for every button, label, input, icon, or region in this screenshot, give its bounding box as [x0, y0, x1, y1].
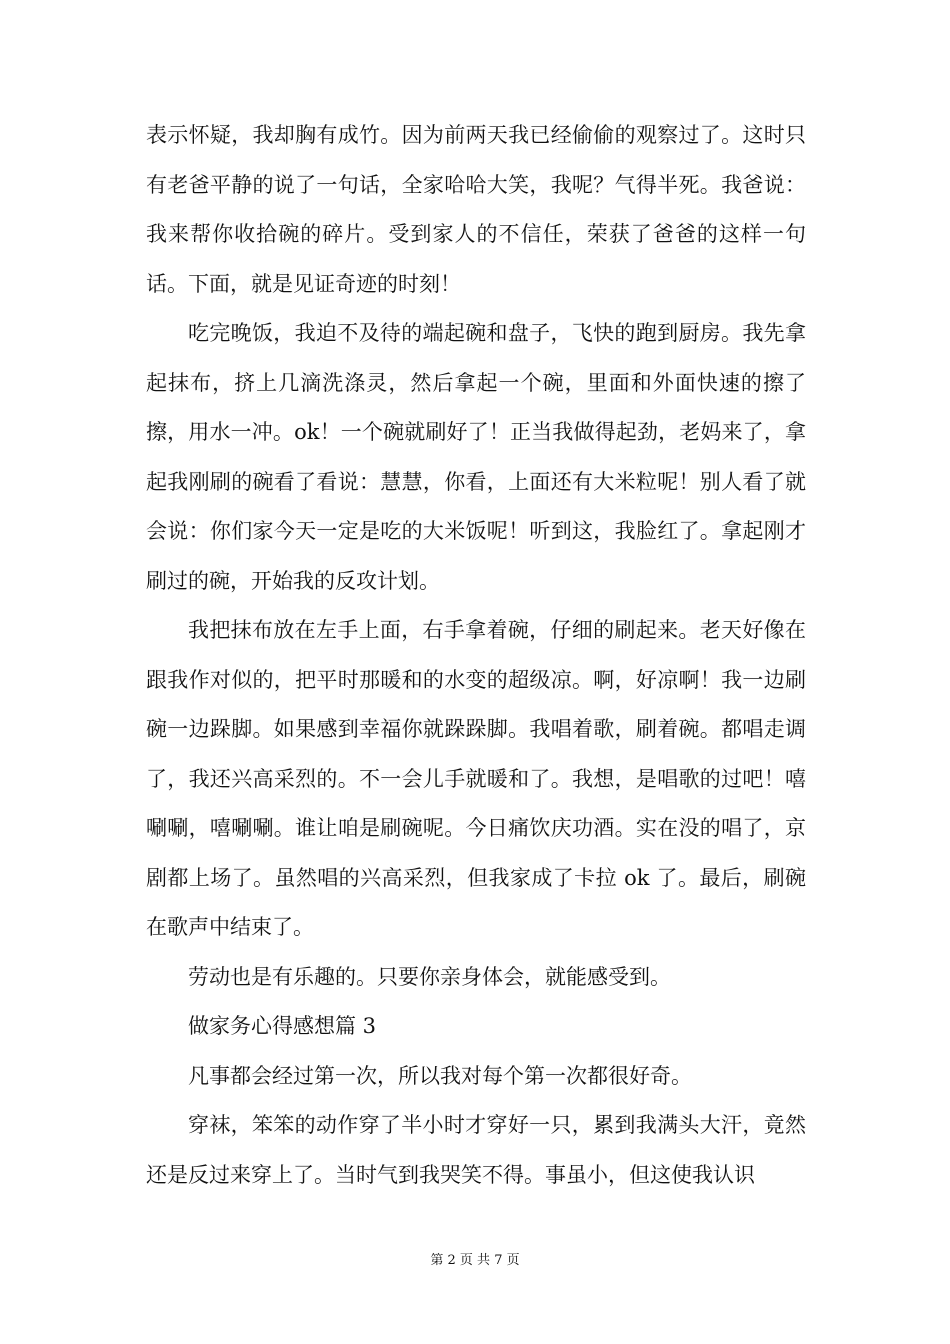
- document-body: [146, 111, 806, 1200]
- paragraph-conclusion: 劳动也是有乐趣的。只要你亲身体会，就能感受到。: [188, 964, 671, 989]
- paragraph-first-time: 凡事都会经过第一次，所以我对每个第一次都很好奇。: [188, 1063, 692, 1088]
- paragraph-socks: 穿袜，笨笨的动作穿了半小时才穿好一只，累到我满头大汗，竟然还是反过来穿上了。当时气到我哭笑不得。事虽小，但这使我认识: [146, 1113, 806, 1187]
- section-heading: 做家务心得感想篇 3: [188, 1014, 377, 1038]
- paragraph-washing-song: 我把抹布放在左手上面，右手拿着碗，仔细的刷起来。老天好像在跟我作对似的，把平时那暖和的水变的超级凉。啊，好凉啊！我一边刷碗一边跺脚。如果感到幸福你就跺跺脚。我唱着歌，刷着碗。都唱走调了，我还兴高采烈的。不一会儿手就暖和了。我想，是唱歌的过吧！嘻唰唰，嘻唰唰。谁让咱是刷碗呢。今日痛饮庆功酒。实在没的唱了，京剧都上场了。虽然唱的兴高采烈，但我家成了卡拉 ok 了。最后，刷碗在歌声中结束了。: [146, 618, 806, 939]
- page-number-footer: 第 2 页 共 7 页: [430, 1253, 520, 1268]
- paragraph-dinner-dishes: 吃完晚饭，我迫不及待的端起碗和盘子，飞快的跑到厨房。我先拿起抹布，挤上几滴洗涤灵，然后拿起一个碗，里面和外面快速的擦了擦，用水一冲。ok！一个碗就刷好了！正当我做得起劲，老妈来了，拿起我刚刷的碗看了看说：慧慧，你看，上面还有大米粒呢！别人看了就会说：你们家今天一定是吃的大米饭呢！听到这，我脸红了。拿起刚才刷过的碗，开始我的反攻计划。: [146, 321, 806, 593]
- paragraph-continued: 表示怀疑，我却胸有成竹。因为前两天我已经偷偷的观察过了。这时只有老爸平静的说了一句话，全家哈哈大笑，我呢？气得半死。我爸说：我来帮你收拾碗的碎片。受到家人的不信任，荣获了爸爸的这样一句话。下面，就是见证奇迹的时刻！: [146, 123, 806, 296]
